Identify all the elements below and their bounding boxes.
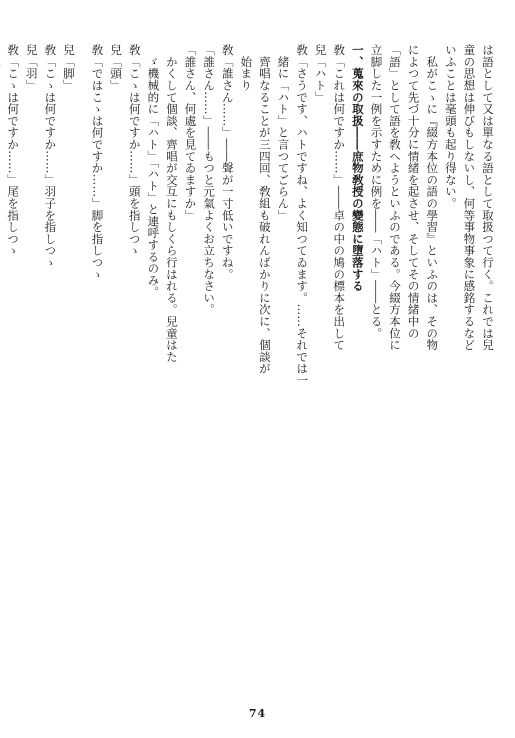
text-line: かくして個談、齊唱が交互にもしくら行はれる。兒童はた (164, 44, 179, 363)
text-line: によつて先づ十分に情緒を起させ、そしてその情緒中の (406, 44, 421, 339)
text-line: 敎「こゝは何ですか……」頭を指しつゝ (127, 44, 142, 257)
text-line: 兒「頭」 (109, 44, 124, 92)
text-line: 兒「ハト」 (313, 44, 328, 103)
text-line: ゞ機械的に「ハト」「ハト」と連呼するのみ。 (146, 44, 161, 298)
vertical-text-body (7, 44, 497, 674)
text-line: 「誰さん……」――もつと元氣よくお立ちなさい。 (202, 44, 217, 316)
text-line: 兒「羽」 (24, 44, 39, 92)
text-line: 始まり (239, 44, 254, 92)
text-line: 敎「これは何ですか……」――卓の中の鳩の標本を出して (332, 44, 347, 351)
text-line: 緒に「ハト」と言つてごらん」 (276, 44, 291, 221)
text-line: 「誰さん、何處を見てゐますか」 (183, 44, 198, 221)
text-line: 童の思想は伸びもしないし、何等事物事象に感銘するなど (462, 44, 477, 351)
text-line: 敎「こゝは何ですか……」羽子を指しつゝ (43, 44, 58, 269)
text-line: 敎「ではこゝは何ですか……」脚を指しつゝ (90, 44, 105, 280)
page-number: 74 (248, 707, 267, 720)
text-line: は語として又は單なる語として取扱つて行く。これでは兒 (481, 44, 495, 351)
text-line: 兒「脚」 (61, 44, 76, 92)
text-line: 立脚した一例を示すために例を――「ハト」――とる。 (369, 44, 384, 339)
text-line: 「語」として語を敎へようといふのである。今綴方本位に (388, 44, 403, 351)
section-heading: 一、蒐來の取扱――庶物敎授の變態に墮落する (350, 44, 365, 292)
text-line: 敎「こゝは何ですか……」尾を指しつゝ (6, 44, 21, 257)
text-line: 敎「さうです、ハトですね、よく知つてゐます。……それでは一 (295, 44, 310, 387)
text-line: いふことは毫頭も起り得ない。 (443, 44, 458, 210)
text-line: 齊唱なることが三四回、敎組も破れんばかりに次に、個談が (257, 44, 272, 375)
text-line: 敎「誰さん……」――聲が一寸低いですね。 (220, 44, 235, 280)
column-gap (78, 44, 88, 674)
text-line: 私がこゝに『綴方本位の語の學習』といふのは、その物 (425, 44, 440, 351)
